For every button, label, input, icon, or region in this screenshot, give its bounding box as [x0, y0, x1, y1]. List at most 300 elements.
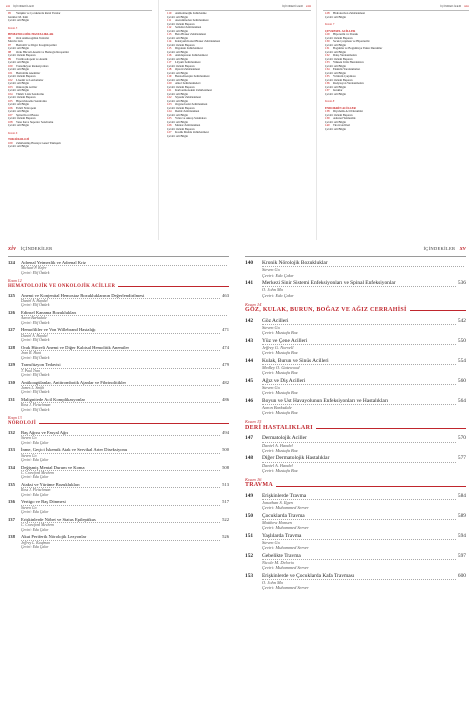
thumb-entry-number: 129 [325, 33, 330, 36]
chapter-author: Çeviri: Mustafa Boz [262, 410, 298, 416]
thumb-toc-entry [167, 68, 309, 72]
chapter-title: Anemi ve Konjenital Hemostaz Bozukluklarının Değerlendirilmesi [21, 293, 220, 299]
thumb-entry-number: 103 [8, 85, 13, 89]
thumb-entry-title: Diyabetik Acil Durumlar [333, 110, 363, 113]
thumb-entry-title: Hemolitik Anemiler [16, 71, 41, 75]
chapter-author: Çeviri: Eda Çakır [262, 272, 294, 278]
thumb-entry-title: Isırıklar [333, 89, 343, 92]
chapter-title: Erişkinlerde Travma [262, 493, 456, 500]
chapter-title: Erişkinlerde ve Çocuklarda Kafa Travması [262, 573, 456, 580]
chapter-author: Çeviri: Eda Çakır [21, 457, 49, 462]
section-title [245, 425, 466, 432]
thumb-toc-entry [167, 117, 309, 121]
thumb-toc-entry [8, 12, 150, 16]
chapter-author: Çeviri: Eda Çakır [21, 475, 49, 480]
thumb-entry-author: Çeviri: Özlem Başaran [167, 85, 195, 89]
chapter-author: Nicole M. Delorio [262, 560, 295, 566]
section-rule [118, 286, 229, 287]
thumb-entry-number: 98 [8, 50, 11, 54]
chapter-title: Merkezi Sinir Sistemi Enfeksiyonları ve Spinal Enfeksiyonlar [262, 280, 456, 287]
chapter-number: 153 [245, 572, 254, 579]
toc-entry-line [245, 280, 466, 287]
chapter-author: Çeviri: Elif Öztürk [21, 373, 50, 378]
chapter-number: 143 [245, 337, 254, 344]
thumb-entry-title: Asetaminofen Zehirlenmesi [175, 19, 209, 22]
chapter-author: O. John Ma [262, 287, 283, 293]
toc-entry-line [8, 430, 229, 436]
chapter-author: Jeffrey G. Norvell [262, 345, 294, 351]
thumb-entry-author: Çeviri: Ali Bilgin [167, 99, 189, 103]
thumb-entry-author: Çeviri: Ali Bilgin [325, 85, 347, 89]
chapter-number: 142 [245, 317, 254, 324]
chapter-author: Steven Go [262, 385, 280, 391]
thumb-entry-author: Çeviri: Özlem Başaran [8, 75, 36, 78]
toc-page-right [237, 240, 474, 711]
toc-entry [245, 358, 466, 376]
thumb-entry-number: 134 [325, 68, 330, 71]
thumb-entry-title: Boğulma ve Boğulmaya Yakın Durumlar [333, 47, 383, 50]
thumb-toc-entry [325, 47, 467, 51]
toc-entry [8, 534, 229, 549]
thumb-entry-author: Çeviri: Ali Bilgin [325, 127, 347, 131]
section-title [245, 307, 466, 314]
thumb-entry-number: 117 [167, 61, 172, 64]
toc-entry [245, 455, 466, 473]
thumb-entry-number: 114 [167, 40, 172, 43]
chapter-author: Çeviri: Mustafa Boz [262, 467, 298, 473]
thumb-running-title: İÇİNDEKİLER [281, 4, 304, 8]
thumbnail-page-xii [0, 0, 158, 240]
section-title-text: GÖZ, KULAK, BURUN, BOĞAZ VE AĞIZ CERRAHİSİ [245, 307, 407, 314]
chapter-page: 589 [457, 512, 466, 519]
chapter-title: Malignitede Acil Komplikasyonlar [21, 397, 220, 403]
thumb-entry-title: Antikolinerjik Zehirlenme [175, 12, 207, 15]
thumb-entry-number: 123 [167, 103, 172, 106]
toc-entry [245, 435, 466, 453]
toc-entry [8, 482, 229, 497]
chapter-title: Dermatolojik Aciller [262, 435, 456, 442]
thumb-entry-author: Çeviri: Özlem Başaran [325, 113, 353, 117]
thumb-entry-number: 113 [167, 33, 172, 36]
chapter-page: 474 [222, 344, 229, 350]
chapter-author: Çeviri: Elif Öztürk [21, 303, 50, 308]
running-title: İÇİNDEKİLER [423, 246, 456, 251]
thumb-entry-number: 137 [325, 89, 330, 92]
chapter-author: Çeviri: Elif Öztürk [21, 355, 50, 360]
thumb-entry-number: 101 [8, 71, 13, 75]
thumb-entry-number: 130 [325, 40, 330, 43]
thumb-entry-author: Çeviri: Ali Bilgin [167, 36, 189, 40]
thumb-page-number: xiii [306, 4, 311, 8]
thumb-entry-author: Çeviri: Ali Bilgin [167, 71, 189, 75]
thumb-entry-author: Çeviri: Ali Bilgin [8, 47, 30, 50]
chapter-page: 554 [457, 357, 466, 364]
thumb-entry-title: Hipotermi ve Donuk [333, 33, 358, 36]
toc-entry [245, 513, 466, 531]
chapter-page: 577 [457, 455, 466, 462]
thumb-entry-number: 102 [8, 78, 13, 82]
thumb-entry-title: Antidepresan Zehirlenmesi [175, 54, 208, 57]
toc-entry-line [245, 260, 466, 267]
chapter-page: 479 [222, 362, 229, 368]
toc-entry-line [8, 499, 229, 505]
thumb-toc-entry [325, 12, 467, 16]
kisim-label: Kısım 16 [245, 477, 262, 483]
chapter-page: 584 [457, 492, 466, 499]
chapter-number: 129 [8, 362, 15, 368]
chapter-author: Çeviri: Mustafa Boz [262, 390, 298, 396]
thumb-entry-author: Çeviri: Ali Bilgin [8, 89, 30, 92]
chapter-number: 131 [8, 397, 15, 403]
chapter-author: Matthew Hansen [262, 520, 292, 526]
thumb-toc-entry [167, 110, 309, 114]
chapter-title: Transfüzyon Tedavisi [21, 362, 220, 368]
section-title [8, 284, 229, 290]
thumb-entry-number: 133 [325, 61, 330, 64]
chapter-page: 517 [222, 499, 229, 505]
thumb-entry-title: Organofosfat Zehirlenmesi [175, 103, 208, 106]
thumb-entry-title: Trombositopeni ve Anemi [16, 57, 48, 61]
thumb-entry-author: Çeviri: Ali Bilgin [167, 113, 189, 117]
thumb-entry-author: Jennifer M. Kim [8, 15, 28, 19]
thumb-toc-entry [8, 107, 150, 111]
thumb-entry-number: 139 [325, 117, 330, 120]
chapter-title: Orak Hücreli Anemi ve Diğer Kalıtsal Hemolitik Anemiler [21, 345, 220, 351]
chapter-page: 463 [222, 292, 229, 298]
chapter-page: 508 [222, 464, 229, 470]
chapter-author: Çeviri: Eda Çakır [21, 544, 49, 549]
chapter-author: Daniel A. Handel [21, 299, 48, 304]
chapter-number: 144 [245, 357, 254, 364]
thumb-entry-title: Mantar Zehirlenmesi [175, 124, 201, 127]
chapter-author: Jean R. Hunt [21, 351, 41, 356]
thumb-toc-list [167, 12, 309, 138]
thumb-entry-title: Vena Kava Superior Sendromu [16, 120, 54, 124]
toc-entry [245, 533, 466, 551]
thumb-entry-number: 106 [8, 106, 13, 110]
thumb-entry-author: Çeviri: Ali Bilgin [325, 15, 347, 19]
chapter-author: Aaron Barksdale [262, 405, 292, 411]
chapter-author: Steven Go [21, 505, 37, 510]
chapter-page: 522 [222, 516, 229, 522]
thumbnail-page-xiv-top [316, 0, 474, 240]
thumb-toc-entry [325, 89, 467, 93]
thumb-entry-title: Yüksek İrtifa Hastalıkları [333, 61, 364, 64]
thumb-entry-title: Transfüzyon Reaksiyonları [16, 64, 49, 68]
chapter-title: Diğer Dermatolojik Hastalıklar [262, 455, 456, 462]
thumb-entry-author: Çeviri: Özlem Başaran [167, 64, 195, 68]
toc-entry-line [8, 465, 229, 471]
chapter-author: Steven Go [262, 267, 280, 273]
thumb-toc-entry [8, 121, 150, 125]
thumb-entry-number: 116 [167, 54, 172, 57]
section-title-text: NÖROLOJİ [8, 420, 36, 426]
toc-entry [8, 362, 229, 377]
toc-entry-line [245, 378, 466, 385]
thumb-section-title: ÇEVRESEL ACİLLER [325, 28, 356, 33]
chapter-title: Yaşlılarda Travma [262, 533, 456, 540]
thumb-entry-number: 107 [8, 113, 13, 117]
thumb-entry-author: Çeviri: Özlem Başaran [8, 96, 36, 99]
chapter-author: C. Crawford Mechem [21, 523, 54, 528]
toc-entry [8, 517, 229, 532]
thumb-entry-author: Çeviri: Özlem Başaran [8, 117, 36, 120]
chapter-title: Antikoagülanlar, Antitrombotik Ajanlar ve Fibrinolitikler [21, 380, 220, 386]
chapter-page: 486 [222, 397, 229, 403]
page-number: xv [459, 246, 466, 252]
chapter-number: 124 [8, 260, 15, 265]
chapter-author: Michael P. Kefer [21, 266, 47, 271]
thumb-entry-title: Adrenal Yetmezlik [333, 117, 356, 120]
chapter-page: 536 [457, 280, 466, 286]
kisim-label: Kısım 14 [245, 301, 262, 307]
chapter-number: 136 [8, 499, 15, 505]
chapter-author: Medley O. Gatewood [262, 365, 300, 371]
thumb-entry-title: Orak Hücreli Anemi ve Hemoglobinopatiler [16, 50, 69, 54]
thumb-entry-author: Çeviri: Ali Bilgin [167, 57, 189, 61]
thumb-entry-number: 111 [167, 19, 172, 22]
thumb-entry-author: Marvin Lim [8, 40, 23, 43]
thumb-entry-number: 138 [325, 110, 330, 113]
toc-entry-line [245, 493, 466, 500]
toc-list-left [8, 260, 229, 552]
chapter-page: 594 [457, 532, 466, 539]
section-title-text: TRAVMA [245, 482, 274, 489]
chapter-title: Göz Acilleri [262, 318, 456, 325]
chapter-author: Çeviri: Muhammed Server [262, 565, 309, 571]
chapter-page: 564 [457, 397, 466, 404]
chapter-author: Ross J. Fleischman [21, 488, 51, 493]
section-rule [39, 423, 229, 424]
thumb-toc-entry [325, 68, 467, 72]
chapter-title: Akut Periferik Nörolojik Lezyonlar [21, 534, 220, 540]
thumb-entry-author: Çeviri: Ali Bilgin [167, 134, 189, 138]
thumb-entry-title: Lösemi ve Lenfomalar [16, 78, 44, 82]
section-title-text: HEMATOLOJİK VE ONKOLOJİK ACİLLER [8, 283, 116, 289]
thumb-toc-entry [167, 131, 309, 135]
chapter-page: 597 [457, 552, 466, 559]
chapter-page: 482 [222, 379, 229, 385]
section-heading [245, 477, 466, 490]
chapter-number: 126 [8, 310, 15, 316]
thumb-entry-title: Kostik Madde Zehirlenmesi [175, 131, 209, 134]
thumb-entry-author: Çeviri: Ali Bilgin [167, 78, 189, 82]
section-heading [8, 279, 229, 289]
toc-entry-line [245, 358, 466, 365]
thumb-entry-author: Çeviri: Ali Bilgin [8, 61, 30, 64]
thumb-entry-number: 132 [325, 54, 330, 57]
chapter-number: 152 [245, 552, 254, 559]
thumb-entry-author: Çeviri: Özlem Başaran [167, 127, 195, 131]
chapter-number: 149 [245, 492, 254, 499]
toc-entry [245, 338, 466, 356]
thumb-entry-author: Çeviri: Ali Bilgin [8, 145, 30, 148]
thumb-entry-title: Sıcak Çarpması ve Hipertermi [333, 40, 370, 43]
section-rule [410, 310, 466, 311]
chapter-author: Çeviri: Elif Öztürk [21, 270, 50, 275]
chapter-number: 135 [8, 481, 15, 487]
toc-entry [8, 327, 229, 342]
toc-entry [8, 310, 229, 325]
chapter-title: Boyun ve Üst Havayolunun Enfeksiyonları ve Hastalıkları [262, 398, 456, 405]
chapter-author: Çeviri: Muhammed Server [262, 585, 309, 591]
thumb-entry-number: 100 [8, 64, 13, 68]
thumb-toc-entry [167, 33, 309, 37]
thumb-entry-number: 124 [167, 110, 172, 113]
thumb-entry-author: Çeviri: Ali Bilgin [325, 120, 347, 124]
chapter-author: O. John Ma [262, 580, 283, 586]
thumb-entry-title: Tiroid Acilleri [333, 124, 351, 127]
toc-entry-line [245, 533, 466, 540]
thumb-page-number: xii [6, 4, 10, 8]
section-heading [245, 419, 466, 432]
chapter-number: 140 [245, 260, 254, 266]
thumb-entry-author: Çeviri: Ali Bilgin [8, 110, 30, 113]
chapter-number: 134 [8, 464, 15, 470]
chapter-page: 600 [457, 572, 466, 579]
thumb-kisim-label: Kısım 6 [8, 130, 18, 135]
chapter-number: 141 [245, 280, 254, 286]
thumb-toc-entry [167, 54, 309, 58]
chapter-author: Çeviri: Elif Öztürk [21, 338, 50, 343]
thumb-entry-author: Çeviri: Ali Bilgin [167, 120, 189, 124]
thumb-toc-entry [167, 75, 309, 79]
thumb-entry-author: Çeviri: Ali Bilgin [167, 29, 189, 33]
chapter-author: Çeviri: Muhammed Server [262, 525, 309, 531]
thumb-entry-author: Çeviri: Özlem Başaran [325, 78, 353, 82]
thumb-toc-entry [8, 58, 150, 62]
chapter-number: 146 [245, 397, 254, 404]
chapter-title: Kulak, Burun ve Sinüs Acilleri [262, 358, 456, 365]
thumb-entry-number: 104 [8, 92, 13, 96]
thumb-toc-entry [325, 82, 467, 86]
chapter-page: 542 [457, 317, 466, 324]
thumb-running-header [6, 4, 152, 11]
toc-entry-line [245, 338, 466, 345]
chapter-title: Erişkinlerde Nöbet ve Status Epileptikus [21, 517, 220, 523]
chapter-title: Gebelikte Travma [262, 553, 456, 560]
thumb-toc-entry [167, 47, 309, 51]
toc-entry [8, 380, 229, 395]
running-header-right [245, 246, 466, 257]
toc-entry-line [8, 447, 229, 453]
chapter-number: 147 [245, 435, 254, 442]
thumb-entry-number: 125 [167, 117, 172, 120]
chapter-page: 570 [457, 435, 466, 442]
thumb-entry-title: Salisilat Zehirlenmesi [175, 26, 202, 29]
thumb-toc-entry [8, 37, 150, 41]
thumb-entry-number: 118 [167, 68, 172, 71]
thumb-entry-author: Çeviri: Ali Bilgin [8, 19, 30, 22]
thumb-toc-entry [167, 26, 309, 30]
chapter-author: Çeviri: Elif Öztürk [21, 407, 50, 412]
thumb-entry-author: Çeviri: Ali Bilgin [325, 50, 347, 54]
chapter-author: Çeviri: Eda Çakır [262, 292, 294, 298]
thumb-toc-list [325, 12, 467, 131]
chapter-author: Steven Go [21, 453, 37, 458]
chapter-page: 513 [222, 481, 229, 487]
thumb-entry-author: Çeviri: Ali Bilgin [167, 92, 189, 96]
toc-entry [245, 573, 466, 591]
thumb-entry-title: Onkolojik Aciller [16, 85, 38, 89]
chapter-number: 151 [245, 532, 254, 539]
thumb-entry-title: Hemofili ve Diğer Koagülopatiler [16, 43, 57, 47]
thumb-entry-title: Zehirlenmiş Hastaya Genel Yaklaşım [16, 141, 61, 145]
chapter-number: 150 [245, 512, 254, 519]
thumbnail-page-xiii [158, 0, 317, 240]
chapter-page: 500 [222, 447, 229, 453]
chapter-author: Jeffrey L. Kaufman [21, 540, 51, 545]
chapter-author: Ross J. Fleischman [21, 403, 51, 408]
thumb-toc-list [8, 12, 150, 149]
toc-entry-line [245, 573, 466, 580]
chapter-author: Çeviri: Mustafa Boz [262, 447, 298, 453]
toc-entry-line [245, 455, 466, 462]
thumb-entry-title: Febril Nötropeni [16, 106, 37, 110]
thumb-section-title: HEMATOLOJİK HASTALIKLAR [8, 32, 54, 36]
chapter-number: 132 [8, 429, 15, 435]
running-title: İÇİNDEKİLER [20, 246, 53, 251]
chapter-author: Çeviri: Elif Öztürk [21, 390, 50, 395]
chapter-author: Jonathan S. Ilgen [262, 500, 293, 506]
thumb-entry-number: 126 [167, 124, 172, 127]
thumb-toc-entry [8, 79, 150, 83]
toc-entry [245, 260, 466, 278]
thumb-entry-number: 95 [8, 12, 11, 15]
thumb-entry-title: Yılan ve Akrep Sokmaları [175, 117, 207, 120]
thumb-toc-entry [167, 12, 309, 16]
thumb-running-header [323, 4, 469, 11]
thumb-entry-number: 108 [8, 120, 13, 124]
chapter-title: Çocuklarda Travma [262, 513, 456, 520]
toc-entry-line [8, 327, 229, 333]
toc-entry-line [245, 435, 466, 442]
toc-entry-line [8, 362, 229, 368]
toc-entry [8, 397, 229, 412]
toc-entry [8, 293, 229, 308]
kisim-label: Kısım 15 [245, 419, 262, 425]
thumb-entry-title: Benzodiazepin Zehirlenmesi [175, 75, 210, 78]
chapter-title: Ataksi ve Yürüme Bozuklukları [21, 482, 220, 488]
chapter-author: Daniel A. Handel [21, 333, 48, 338]
toc-entry-line [245, 398, 466, 405]
chapter-number: 127 [8, 327, 15, 333]
thumb-entry-title: Lityum Zehirlenmesi [175, 61, 201, 64]
chapter-author: Çeviri: Elif Öztürk [21, 320, 50, 325]
kisim-label: Kısım 12 [8, 279, 22, 284]
thumb-entry-number: 110 [167, 12, 172, 15]
toc-entry [245, 493, 466, 511]
toc-entry [8, 260, 229, 275]
thumb-entry-title: Yıldırım Çarpması [333, 75, 356, 78]
chapter-number: 130 [8, 379, 15, 385]
chapter-author: Daniel A. Handel [262, 462, 293, 468]
chapter-page: 526 [222, 534, 229, 540]
chapter-author: Daniel A. Handel [262, 442, 293, 448]
thumb-entry-title: Hidrokarbon Zehirlenmesi [333, 12, 365, 15]
chapter-author: Çeviri: Eda Çakır [21, 492, 49, 497]
toc-entry-line [245, 318, 466, 325]
chapter-title: Kronik Nörolojik Bozukluklar [262, 260, 464, 267]
thumb-entry-title: Demir Zehirlenmesi [175, 110, 200, 113]
thumb-entry-author: Çeviri: Özlem Başaran [325, 57, 353, 61]
thumb-entry-author: Çeviri: Özlem Başaran [167, 43, 195, 47]
chapter-author: Çeviri: Mustafa Boz [262, 330, 298, 336]
thumb-entry-author: Çeviri: Ali Bilgin [167, 15, 189, 19]
section-heading [8, 416, 229, 426]
toc-list-right [245, 260, 466, 593]
thumb-entry-number: 136 [325, 82, 330, 85]
